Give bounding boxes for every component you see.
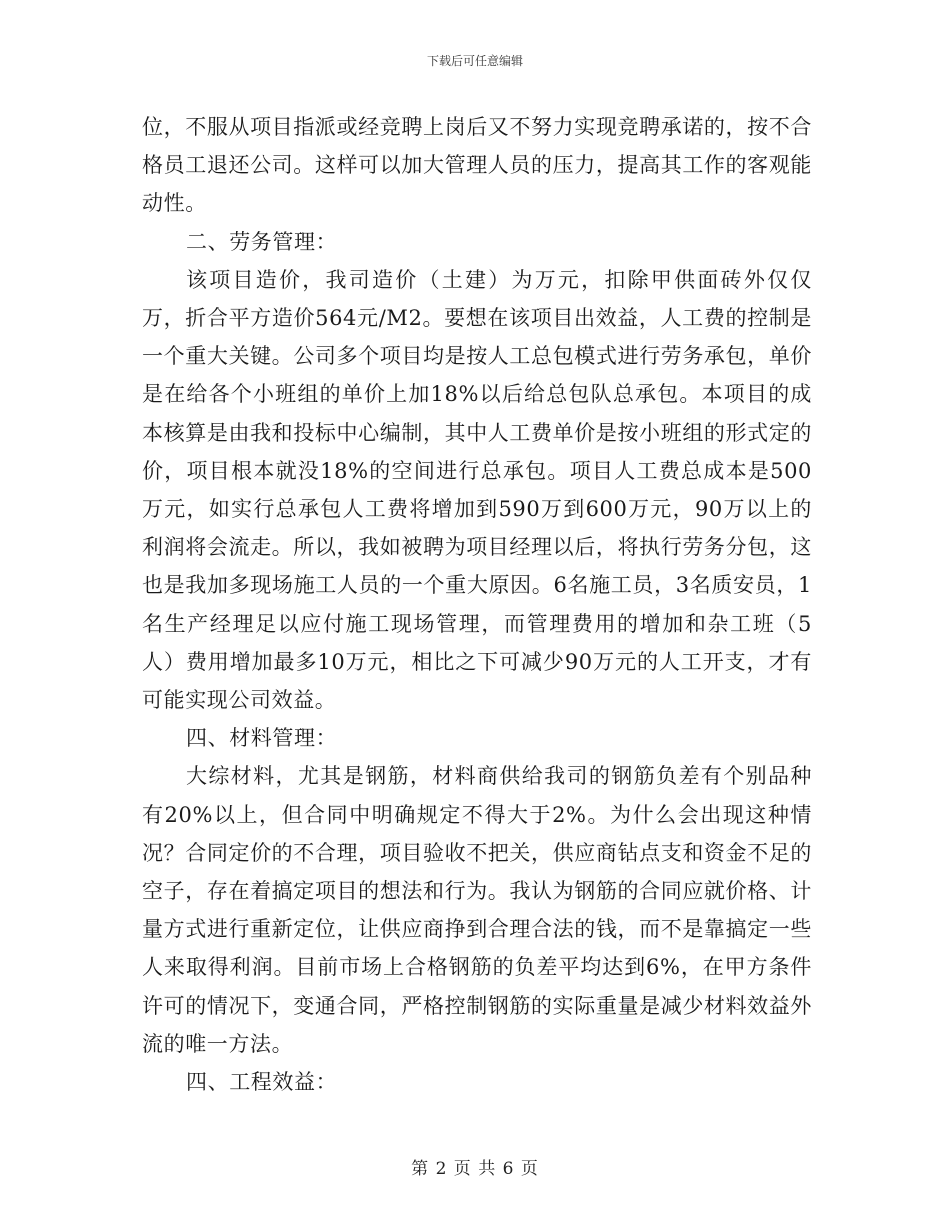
section-heading-benefits: 四、工程效益：: [186, 1070, 338, 1095]
page-header: 下载后可任意编辑: [426, 54, 523, 68]
paragraph-materials: 大综材料，尤其是钢筋，材料商供给我司的钢筋负差有个别品种有20%以上，但合同中明确规定不得大于2%。为什么会出现这种情况？合同定价的不合理，项目验收不把关，供应商钻点支和资金不足的空子，存在着搞定项目的想法和行为。我认为钢筋的合同应就价格、计量方式进行重新定位，让供应商挣到合理合法的钱，而不是靠搞定一些人来取得利润。目前市场上合格钢筋的负差平均达到6%，在甲方条件许可的情况下，变通合同，严格控制钢筋的实际重量是减少材料效益外流的唯一方法。: [142, 764, 812, 1056]
paragraph-labor: 该项目造价，我司造价（土建）为万元，扣除甲供面砖外仅仅万，折合平方造价564元/M2。要想在该项目出效益，人工费的控制是一个重大关键。公司多个项目均是按人工总包模式进行劳务承包，单价是在给各个小班组的单价上加18%以后给总包队总承包。本项目的成本核算是由我和投标中心编制，其中人工费单价是按小班组的形式定的价，项目根本就没18%的空间进行总承包。项目人工费总成本是500万元，如实行总承包人工费将增加到590万到600万元，90万以上的利润将会流走。所以，我如被聘为项目经理以后，将执行劳务分包，这也是我加多现场施工人员的一个重大原因。6名施工员，3名质安员，1名生产经理足以应付施工现场管理，而管理费用的增加和杂工班（5人）费用增加最多10万元，相比之下可减少90万元的人工开支，才有可能实现公司效益。: [142, 267, 812, 713]
paragraph-continuation: 位，不服从项目指派或经竞聘上岗后又不努力实现竞聘承诺的，按不合格员工退还公司。这样可以加大管理人员的压力，提高其工作的客观能动性。: [142, 115, 812, 216]
section-heading-labor: 二、劳务管理：: [186, 229, 338, 254]
section-heading-materials: 四、材料管理：: [186, 726, 338, 751]
page-number: 第 2 页 共 6 页: [411, 1159, 539, 1179]
document-body: [142, 108, 812, 1101]
